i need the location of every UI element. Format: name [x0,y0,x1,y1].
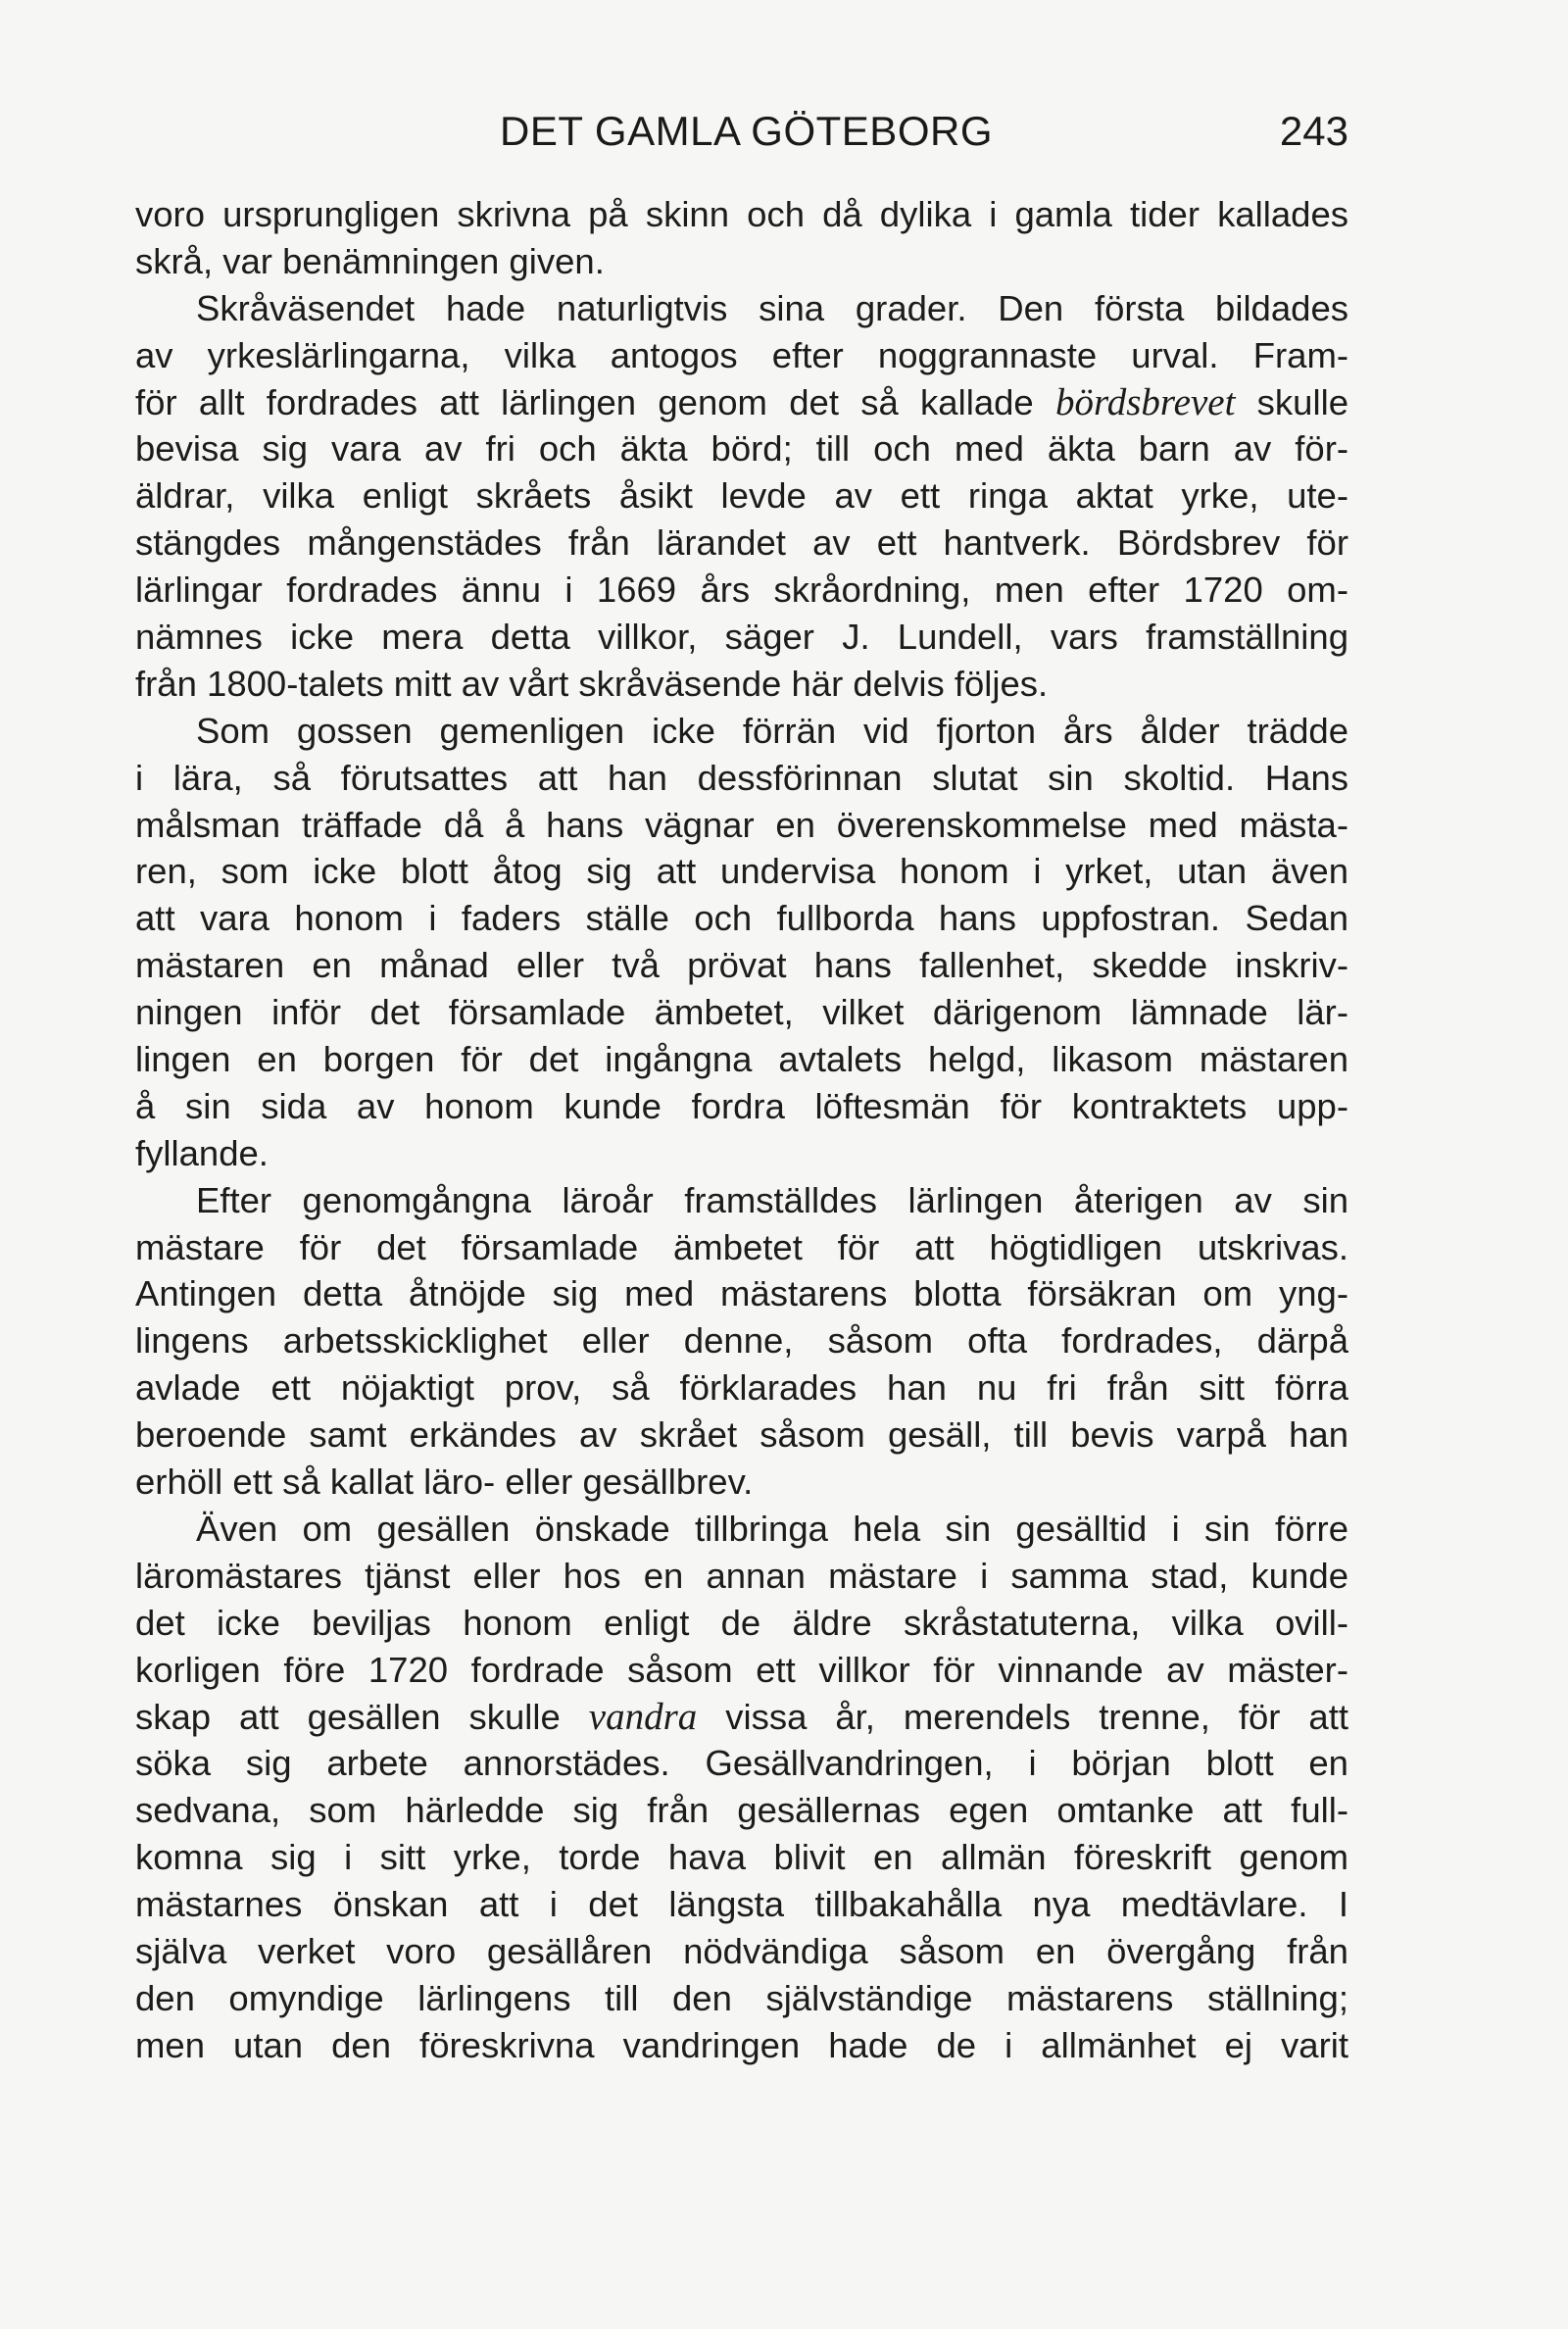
italic-term: vandra [588,1695,698,1738]
text-segment: skulle [1235,381,1348,422]
text-segment: den omyndige lärlingens till den självständige mästarens ställning; [135,1977,1348,2018]
text-segment: ren, som icke blott åtog sig att undervisa honom i yrket, utan även [135,851,1348,892]
text-line [135,425,1348,472]
text-segment: beroende samt erkändes av skrået såsom gesäll, till bevis varpå han [135,1414,1348,1456]
text-line [135,1459,1348,1506]
text-segment: lingen en borgen för det ingångna avtalets helgd, likasom mästaren [135,1039,1348,1080]
text-line [135,1740,1348,1787]
text-line [135,2022,1348,2069]
italic-term: bördsbrevet [1055,380,1236,423]
text-segment: Efter genomgångna läroår framställdes lärlingen återigen av sin [196,1179,1348,1220]
text-line [135,661,1348,708]
text-line [135,567,1348,614]
text-line [135,1083,1348,1130]
text-line [135,1600,1348,1647]
text-segment: för allt fordrades att lärlingen genom det så kallade [135,381,1055,422]
text-line [135,895,1348,942]
page-header [135,108,1348,167]
text-line [135,1975,1348,2022]
text-line [135,1881,1348,1928]
text-line [135,1694,1348,1741]
text-segment: nämnes icke mera detta villkor, säger J. Lundell, vars framställning [135,617,1348,658]
text-segment: men utan den föreskrivna vandringen hade de i allmänhet ej varit [135,2024,1348,2065]
text-segment: av yrkeslärlingarna, vilka antogos efter noggrannaste urval. Fram- [135,334,1348,375]
text-line [135,191,1348,238]
text-segment: å sin sida av honom kunde fordra löftesmän för kontraktets upp- [135,1085,1348,1126]
text-segment: äldrar, vilka enligt skråets åsikt levde av ett ringa aktat yrke, ute- [135,475,1348,517]
text-line [135,848,1348,895]
page-number: 243 [1279,108,1348,154]
text-segment: själva verket voro gesällåren nödvändiga såsom en övergång från [135,1930,1348,1971]
text-line [135,1834,1348,1881]
text-segment: voro ursprungligen skrivna på skinn och då dylika i gamla tider kallades [135,194,1348,234]
text-segment: skrå, var benämningen given. [135,240,605,281]
text-line [135,285,1348,332]
body-text [135,191,1348,2069]
text-segment: avlade ett nöjaktigt prov, så förklarades han nu fri från sitt förra [135,1367,1348,1409]
text-line [135,989,1348,1036]
text-segment: det icke beviljas honom enligt de äldre skråstatuterna, vilka ovill- [135,1602,1348,1643]
text-line [135,1412,1348,1459]
text-segment: i lära, så förutsattes att han dessförinnan slutat sin skoltid. Hans [135,757,1348,798]
text-segment: mästare för det församlade ämbetet för att högtidligen utskrivas. [135,1226,1348,1267]
text-line [135,1130,1348,1177]
text-line [135,1928,1348,1975]
text-line [135,238,1348,285]
text-segment: mästarnes önskan att i det längsta tillbakahålla nya medtävlare. I [135,1884,1348,1925]
running-head: DET GAMLA GÖTEBORG [500,108,993,154]
text-segment: lingens arbetsskicklighet eller denne, såsom ofta fordrades, därpå [135,1320,1348,1362]
text-segment: Som gossen gemenligen icke förrän vid fjorton års ålder trädde [196,710,1348,751]
text-segment: söka sig arbete annorstädes. Gesällvandringen, i början blott en [135,1743,1348,1784]
text-segment: Även om gesällen önskade tillbringa hela sin gesälltid i sin förre [196,1508,1348,1549]
text-line [135,755,1348,802]
text-line [135,1224,1348,1271]
text-line [135,379,1348,426]
text-line [135,1506,1348,1553]
text-segment: lärlingar fordrades ännu i 1669 års skråordning, men efter 1720 om- [135,570,1348,611]
text-line [135,1553,1348,1600]
text-segment: bevisa sig vara av fri och äkta börd; till och med äkta barn av för- [135,428,1348,470]
text-line [135,332,1348,379]
text-line [135,1647,1348,1694]
text-line [135,472,1348,520]
text-line [135,1177,1348,1224]
text-line [135,802,1348,849]
text-segment: skap att gesällen skulle [135,1696,589,1737]
text-segment: Skråväsendet hade naturligtvis sina grader. Den första bildades [196,287,1348,328]
text-segment: målsman träffade då å hans vägnar en överenskommelse med mästa- [135,804,1348,845]
text-segment: vissa år, merendels trenne, för att [697,1696,1348,1737]
text-line [135,1270,1348,1317]
text-segment: sedvana, som härledde sig från gesällernas egen omtanke att full- [135,1790,1348,1831]
text-line [135,1036,1348,1083]
text-segment: Antingen detta åtnöjde sig med mästarens blotta försäkran om yng- [135,1273,1348,1314]
text-segment: läromästares tjänst eller hos en annan mästare i samma stad, kunde [135,1555,1348,1596]
text-line [135,520,1348,567]
text-segment: erhöll ett så kallat läro- eller gesällbrev. [135,1462,754,1503]
text-line [135,1317,1348,1364]
text-segment: komna sig i sitt yrke, torde hava blivit en allmän föreskrift genom [135,1837,1348,1878]
text-line [135,614,1348,661]
text-line [135,942,1348,989]
text-line [135,708,1348,755]
text-line [135,1787,1348,1834]
text-segment: stängdes mångenstädes från lärandet av ett hantverk. Bördsbrev för [135,522,1348,564]
text-segment: ningen inför det församlade ämbetet, vilket därigenom lämnade lär- [135,992,1348,1033]
text-segment: mästaren en månad eller två prövat hans fallenhet, skedde inskriv- [135,945,1348,986]
text-segment: från 1800-talets mitt av vårt skråväsende här delvis följes. [135,663,1049,704]
text-segment: att vara honom i faders ställe och fullborda hans uppfostran. Sedan [135,898,1348,939]
text-segment: korligen före 1720 fordrade såsom ett villkor för vinnande av mäster- [135,1649,1348,1690]
text-segment: fyllande. [135,1132,269,1173]
text-line [135,1364,1348,1412]
